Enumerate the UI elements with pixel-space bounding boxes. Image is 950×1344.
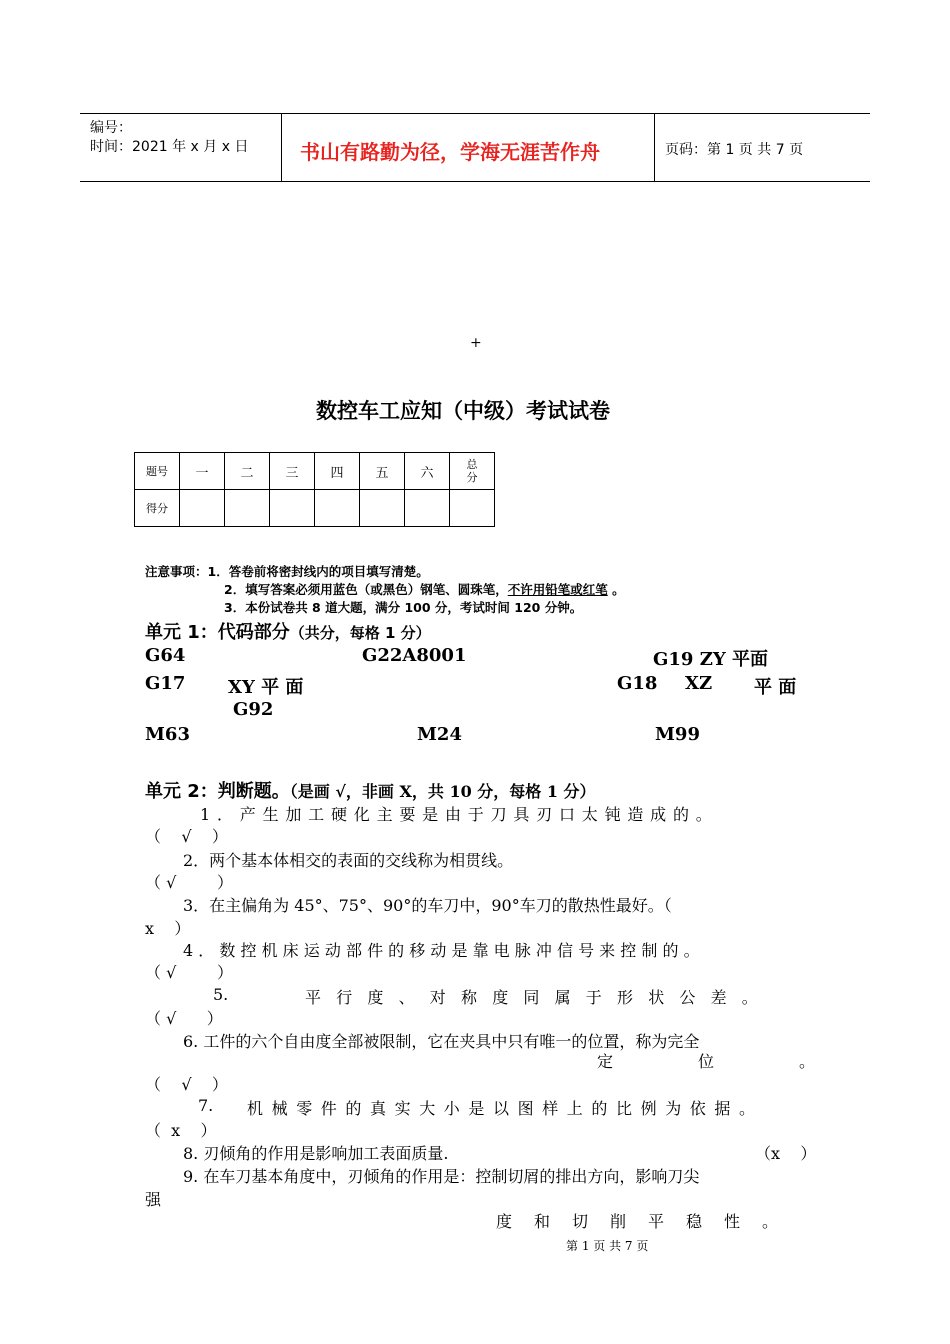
column-1: 一 [180,453,225,490]
question-1-answer: （ √ ） [145,827,228,846]
column-3: 三 [270,453,315,490]
column-5: 五 [360,453,405,490]
page-footer: 第 1 页 共 7 页 [566,1239,649,1253]
notes-item-2b: 不许用铅笔或红笔 [507,582,608,597]
plus-mark: + [470,335,482,351]
code-g22a8001: G22A8001 [362,645,467,666]
code-g18-plane: 平 面 [754,677,797,698]
question-6: 6. 工件的六个自由度全部被限制，它在夹具中只有唯一的位置，称为完全 [183,1032,700,1051]
score-cell-6[interactable] [405,490,450,527]
unit2-heading [145,777,596,803]
motto: 书山有路勤为径，学海无涯苦作舟 [300,140,600,164]
code-g17: G17 [145,673,186,694]
code-g18-desc: XZ [685,673,713,694]
code-m99: M99 [655,724,700,745]
question-2-answer: （ √ ） [145,873,233,892]
header-divider-left [281,113,282,181]
question-9: 9. 在车刀基本角度中，刃倾角的作用是：控制切屑的排出方向，影响刀尖 [183,1167,700,1186]
unit1-title: 单元 1：代码部分 [145,622,290,643]
header-divider-right [654,113,655,181]
notes-item-2a: 2．填写答案必须用蓝色（或黑色）钢笔、圆珠笔， [224,582,508,597]
question-6-answer: （ √ ） [145,1075,228,1094]
question-9-continued: 强 [145,1190,162,1209]
header-bottom-rule [80,181,870,182]
unit1-subtitle: （共分，每格 1 分） [289,624,431,642]
time-label: 时间：2021 年 x 月 x 日 [90,139,249,155]
score-label: 得分 [135,490,180,527]
score-cell-5[interactable] [360,490,405,527]
unit1-heading [145,618,431,644]
question-1: 1．产生加工硬化主要是由于刀具刃口太钝造成的。 [200,805,719,824]
notes-line-3: 3．本份试卷共 8 道大题，满分 100 分，考试时间 120 分钟。 [224,600,583,615]
total-label-top: 总 [466,458,478,471]
score-cell-2[interactable] [225,490,270,527]
score-table [134,452,495,527]
question-4-answer: （ √ ） [145,963,233,982]
notes-label: 注意事项： [145,564,208,579]
exam-title: 数控车工应知（中级）考试试卷 [316,399,610,423]
question-5-answer: （ √ ） [145,1009,223,1028]
header-top-rule [80,113,870,114]
question-7-answer: （ x ） [145,1121,217,1140]
question-3: 3．在主偏角为 45°、75°、90°的车刀中，90°车刀的散热性最好。（ [183,896,672,915]
score-table-score-row [135,490,495,527]
code-g17-desc: XY 平 面 [228,677,304,698]
question-8-answer: （x ） [755,1144,817,1163]
code-g19: G19 ZY 平面 [653,649,768,670]
score-cell-total[interactable] [450,490,495,527]
score-cell-1[interactable] [180,490,225,527]
notes-line-1 [145,562,429,580]
code-g64: G64 [145,645,186,666]
column-2: 二 [225,453,270,490]
question-7-number: 7. [198,1096,214,1115]
total-column [450,453,495,490]
score-cell-3[interactable] [270,490,315,527]
question-2: 2．两个基本体相交的表面的交线称为相贯线。 [183,851,514,870]
column-6: 六 [405,453,450,490]
question-6-tail: 定位。 [597,1052,901,1071]
total-label-bottom: 分 [466,471,478,484]
question-number-label: 题号 [135,453,180,490]
notes-item-2c: 。 [607,582,625,597]
question-4: 4．数控机床运动部件的移动是靠电脉冲信号来控制的。 [183,941,705,960]
question-9-tail: 度和切削平稳性。 [496,1212,801,1231]
score-table-header-row [135,453,495,490]
question-5: 平行度、对称度同属于形状公差。 [305,988,774,1007]
page-label: 页码：第 1 页 共 7 页 [665,142,804,158]
serial-label: 编号： [90,120,132,136]
code-m63: M63 [145,724,190,745]
question-5-number: 5. [213,985,229,1004]
score-cell-4[interactable] [315,490,360,527]
notes-line-2 [224,580,625,598]
notes-item-1: 1．答卷前将密封线内的项目填写清楚。 [207,564,429,579]
question-3-answer: x ） [145,919,191,938]
unit2-title: 单元 2：判断题。 [145,781,290,802]
question-8: 8. 刃倾角的作用是影响加工表面质量. [183,1144,449,1163]
code-g18: G18 [617,673,658,694]
question-7: 机械零件的真实大小是以图样上的比例为依据。 [247,1099,764,1118]
code-m24: M24 [417,724,462,745]
column-4: 四 [315,453,360,490]
unit2-subtitle: （是画 √，非画 X，共 10 分，每格 1 分） [289,782,596,801]
code-g92: G92 [233,699,274,720]
